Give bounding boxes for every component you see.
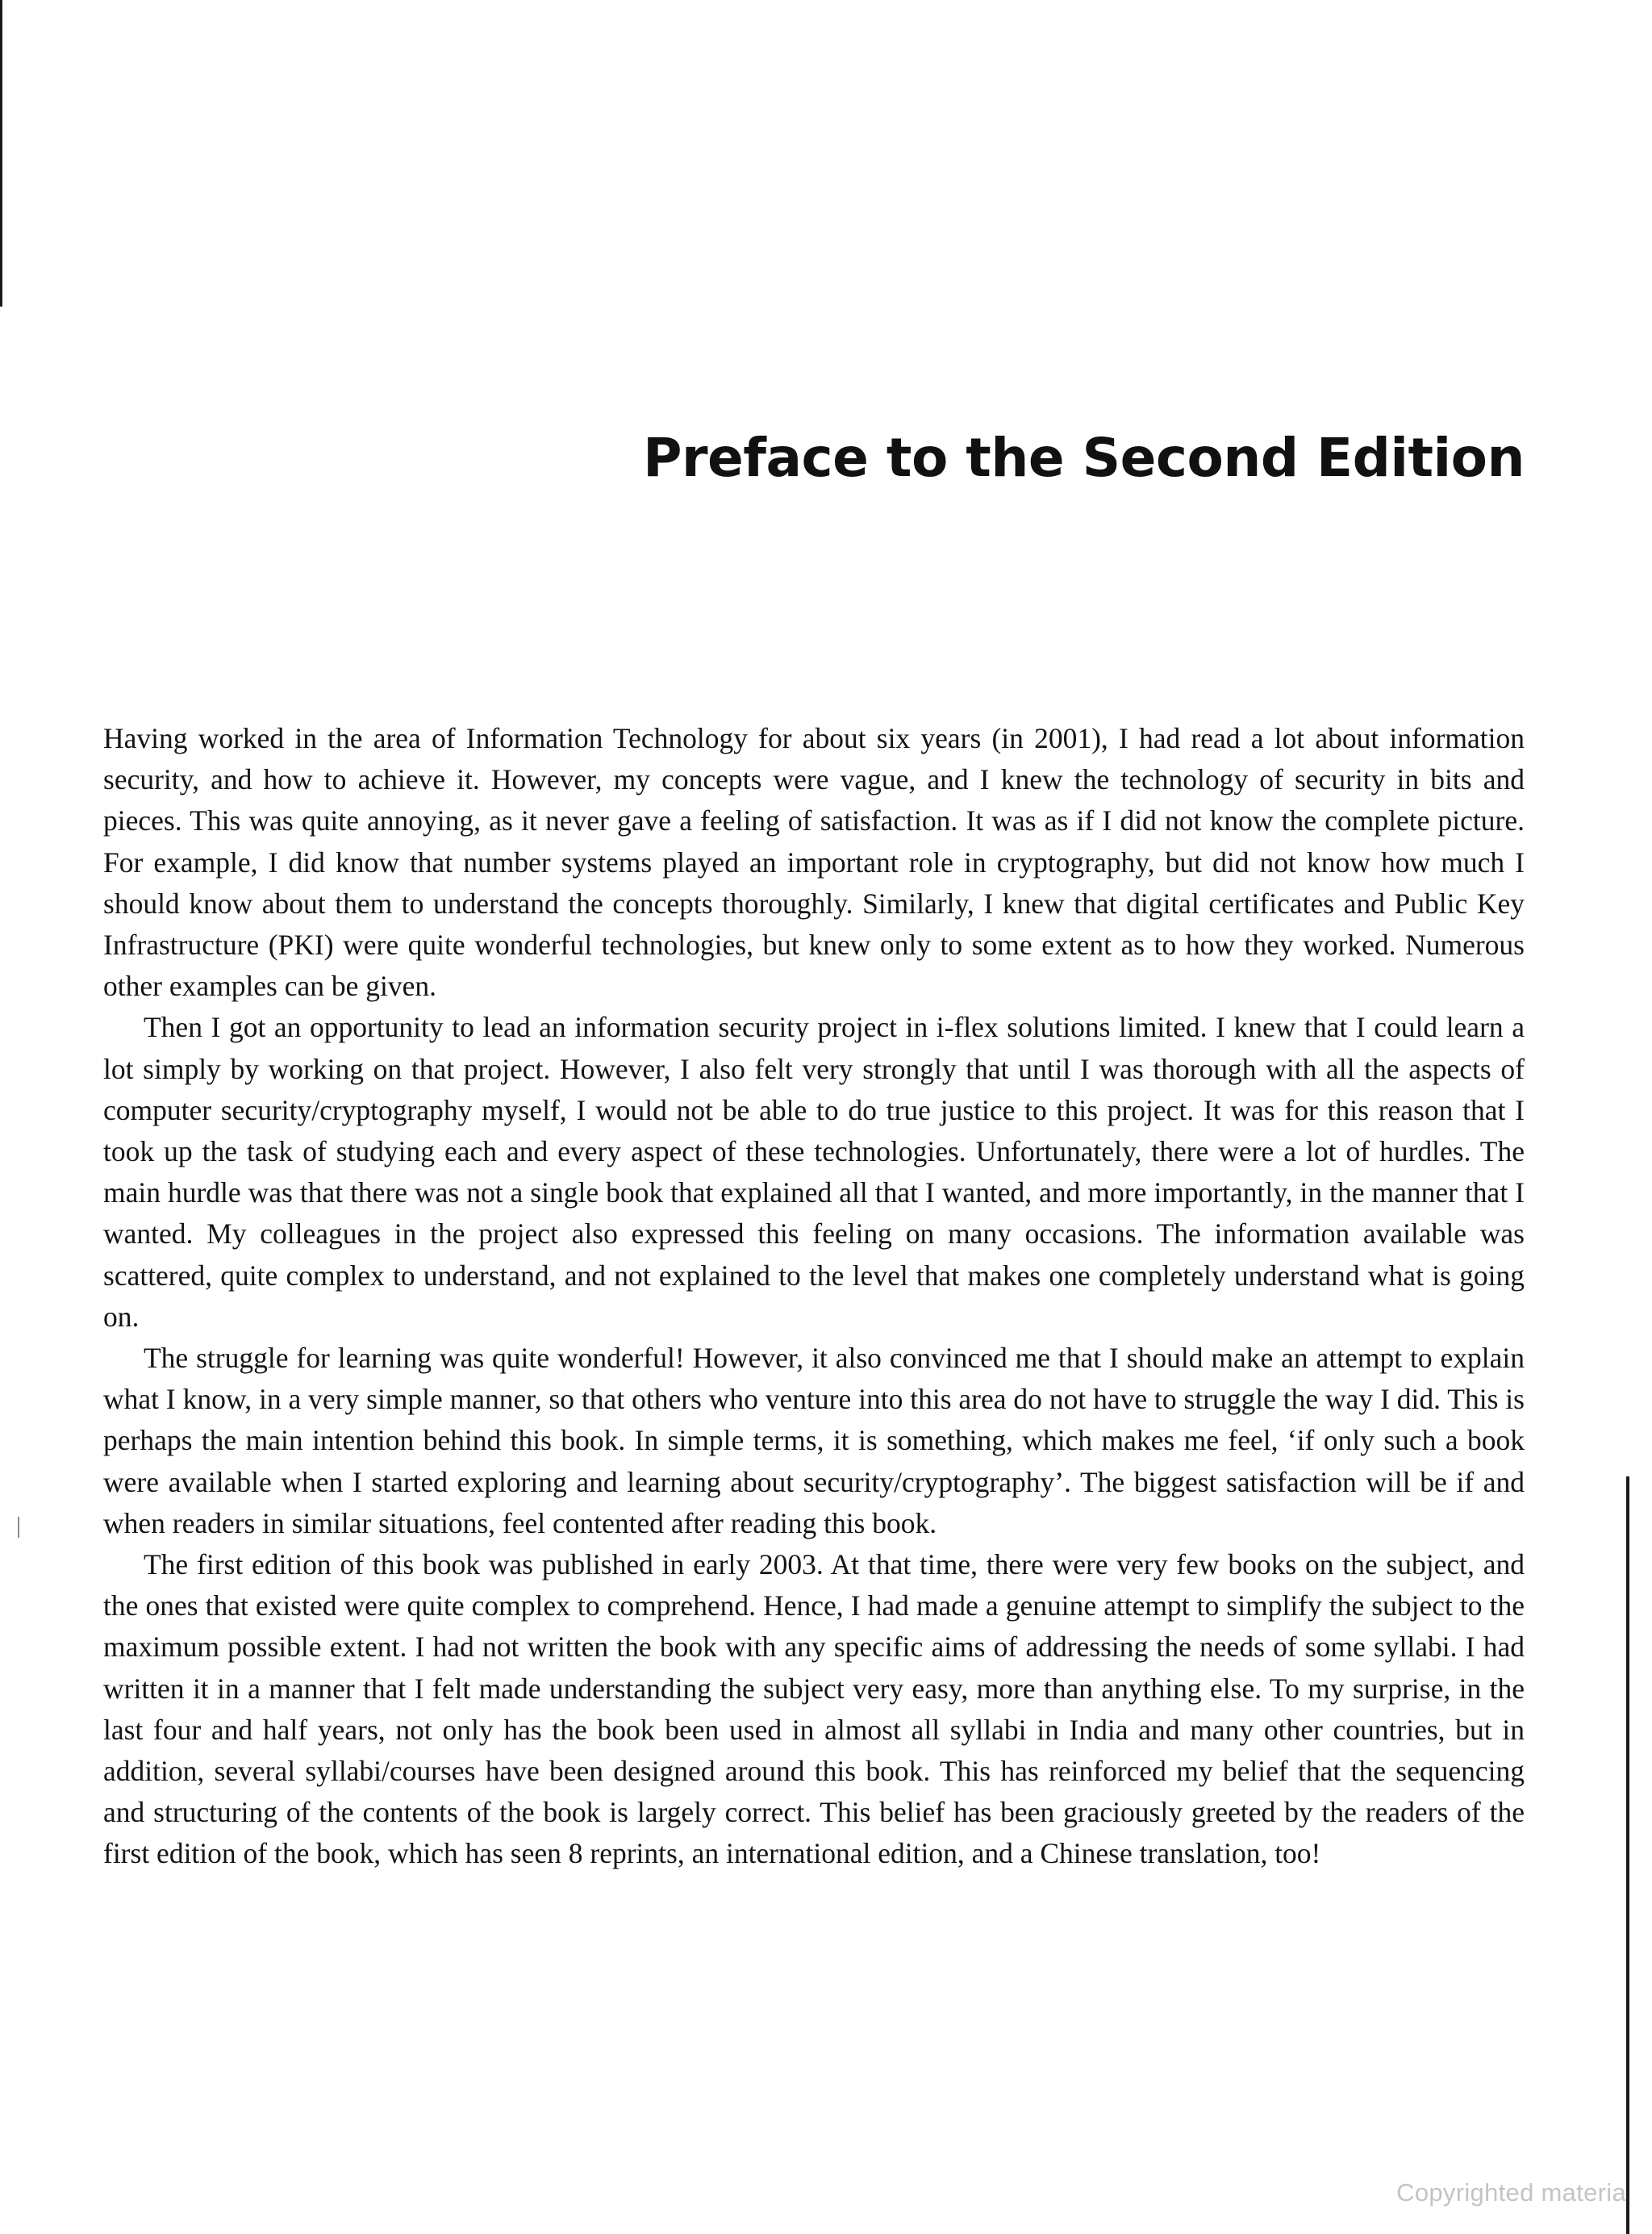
preface-body <box>103 718 1525 1875</box>
scan-edge-left <box>0 0 2 307</box>
copyright-watermark: Copyrighted materia <box>1396 2178 1626 2207</box>
paragraph-2: Then I got an opportunity to lead an information security project in i-flex solutions limited. I knew that I could learn a lot simply by working on that project. However, I also felt very strongly that until I was thorough with all the aspects of computer security/cryptography myself, I would not be able to do true justice to this project. It was for this reason that I took up the task of studying each and every aspect of these technologies. Unfortunately, there were a lot of hurdles. The main hurdle was that there was not a single book that explained all that I wanted, and more importantly, in the manner that I wanted. My colleagues in the project also expressed this feeling on many occasions. The information available was scattered, quite complex to understand, and not explained to the level that makes one completely understand what is going on. <box>103 1011 1525 1333</box>
scan-mark <box>18 1517 19 1538</box>
scan-edge-right <box>1626 1476 1629 2234</box>
paragraph-1: Having worked in the area of Information Technology for about six years (in 2001), I had read a lot about information security, and how to achieve it. However, my concepts were vague, and I knew the technology of security in bits and pieces. This was quite annoying, as it never gave a feeling of satisfaction. It was as if I did not know the complete picture. For example, I did know that number systems played an important role in cryptography, but did not know how much I should know about them to understand the concepts thoroughly. Similarly, I knew that digital certificates and Public Key Infrastructure (PKI) were quite wonderful technologies, but knew only to some extent as to how they worked. Numerous other examples can be given. <box>103 722 1525 1003</box>
paragraph-4: The first edition of this book was published in early 2003. At that time, there were very few books on the subject, and the ones that existed were quite complex to comprehend. Hence, I had made a genuine attempt to simplify the subject to the maximum possible extent. I had not written the book with any specific aims of addressing the needs of some syllabi. I had written it in a manner that I felt made understanding the subject very easy, more than anything else. To my surprise, in the last four and half years, not only has the book been used in almost all syllabi in India and many other countries, but in addition, several syllabi/courses have been designed around this book. This has reinforced my belief that the sequencing and structuring of the contents of the book is largely correct. This belief has been graciously greeted by the readers of the first edition of the book, which has seen 8 reprints, an international edition, and a Chinese translation, too! <box>103 1548 1525 1870</box>
paragraph-3: The struggle for learning was quite wonderful! However, it also convinced me that I should make an attempt to explain what I know, in a very simple manner, so that others who venture into this area do not have to struggle the way I did. This is perhaps the main intention behind this book. In simple terms, it is something, which makes me feel, ‘if only such a book were available when I started exploring and learning about security/cryptography’. The biggest satisfaction will be if and when readers in similar situations, feel contented after reading this book. <box>103 1342 1525 1539</box>
page-title: Preface to the Second Edition <box>643 427 1525 489</box>
